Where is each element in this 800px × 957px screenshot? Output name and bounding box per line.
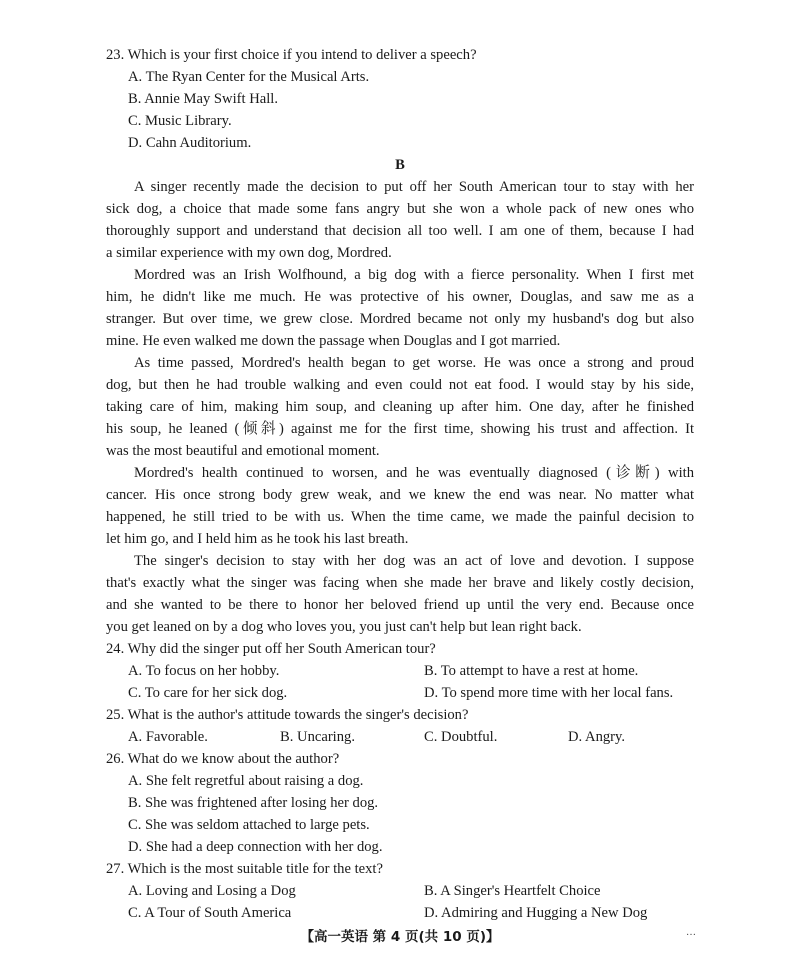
passage-line: thoroughly support and understand that decision all too well. I am one of them, because I had: [106, 223, 694, 239]
passage-line: let him go, and I held him as he took his last breath.: [106, 531, 409, 547]
q23-stem: 23. Which is your first choice if you intend to deliver a speech?: [106, 47, 477, 63]
passage-line: mine. He even walked me down the passage when Douglas and I got married.: [106, 333, 561, 349]
q24-option-b: B. To attempt to have a rest at home.: [424, 663, 639, 679]
passage-line: The singer's decision to stay with her dog was an act of love and devotion. I suppose: [134, 553, 694, 569]
q24-stem: 24. Why did the singer put off her South American tour?: [106, 641, 436, 657]
q24-option-a: A. To focus on her hobby.: [128, 663, 280, 679]
section-heading-b: B: [395, 157, 405, 173]
q27-stem: 27. Which is the most suitable title for the text?: [106, 861, 383, 877]
passage-line: his soup, he leaned (倾斜) against me for the first time, showing his trust and affection. It: [106, 421, 694, 437]
q27-option-d: D. Admiring and Hugging a New Dog: [424, 905, 648, 921]
passage-line: and she wanted to be there to honor her beloved friend up until the very end. Because once: [106, 597, 694, 613]
passage-line: Mordred's health continued to worsen, and he was eventually diagnosed (诊断) with: [134, 465, 694, 481]
q26-stem: 26. What do we know about the author?: [106, 751, 340, 767]
passage-line: you get leaned on by a dog who loves you, you just can't help but lean right back.: [106, 619, 582, 635]
q24-option-c: C. To care for her sick dog.: [128, 685, 288, 701]
q23-option-c: C. Music Library.: [128, 113, 232, 129]
q25-stem: 25. What is the author's attitude towards the singer's decision?: [106, 707, 469, 723]
q26-option-d: D. She had a deep connection with her dog.: [128, 839, 383, 855]
passage-line: him, he didn't like me much. He was protective of his owner, Douglas, and saw me as a: [106, 289, 694, 305]
q23-option-b: B. Annie May Swift Hall.: [128, 91, 278, 107]
page-footer: 【高一英语 第 4 页(共 10 页)】: [300, 929, 500, 945]
passage-line: As time passed, Mordred's health began to get worse. He was once a strong and proud: [134, 355, 694, 371]
q23-option-d: D. Cahn Auditorium.: [128, 135, 252, 151]
q25-option-b: B. Uncaring.: [280, 729, 355, 745]
corner-mark: …: [686, 927, 696, 938]
q25-option-c: C. Doubtful.: [424, 729, 498, 745]
passage-line: stranger. But over time, we grew close. Mordred became not only my husband's dog but also: [106, 311, 694, 327]
passage-line: happened, he still tried to be with us. When the time came, we made the painful decision to: [106, 509, 694, 525]
q25-option-d: D. Angry.: [568, 729, 626, 745]
passage-line: taking care of him, making him soup, and cleaning up after him. One day, after he finished: [106, 399, 694, 415]
q27-option-c: C. A Tour of South America: [128, 905, 292, 921]
q27-option-a: A. Loving and Losing a Dog: [128, 883, 296, 899]
q23-option-a: A. The Ryan Center for the Musical Arts.: [128, 69, 370, 85]
q26-option-a: A. She felt regretful about raising a dog.: [128, 773, 364, 789]
q26-option-b: B. She was frightened after losing her dog.: [128, 795, 379, 811]
passage-line: that's exactly what the singer was facing when she made her brave and likely costly decision,: [106, 575, 694, 591]
passage-line: dog, but then he had trouble walking and even could not eat food. I would stay by his side,: [106, 377, 694, 393]
q27-option-b: B. A Singer's Heartfelt Choice: [424, 883, 601, 899]
passage-line: cancer. His once strong body grew weak, and we knew the end was near. No matter what: [106, 487, 694, 503]
q26-option-c: C. She was seldom attached to large pets.: [128, 817, 370, 833]
q24-option-d: D. To spend more time with her local fans.: [424, 685, 674, 701]
passage-line: sick dog, a choice that made some fans angry but she won a whole pack of new ones who: [106, 201, 694, 217]
passage-line: a similar experience with my own dog, Mordred.: [106, 245, 392, 261]
passage-line: was the most beautiful and emotional moment.: [106, 443, 380, 459]
passage-line: Mordred was an Irish Wolfhound, a big dog with a fierce personality. When I first met: [134, 267, 694, 283]
passage-line: A singer recently made the decision to put off her South American tour to stay with her: [134, 179, 694, 195]
q25-option-a: A. Favorable.: [128, 729, 208, 745]
